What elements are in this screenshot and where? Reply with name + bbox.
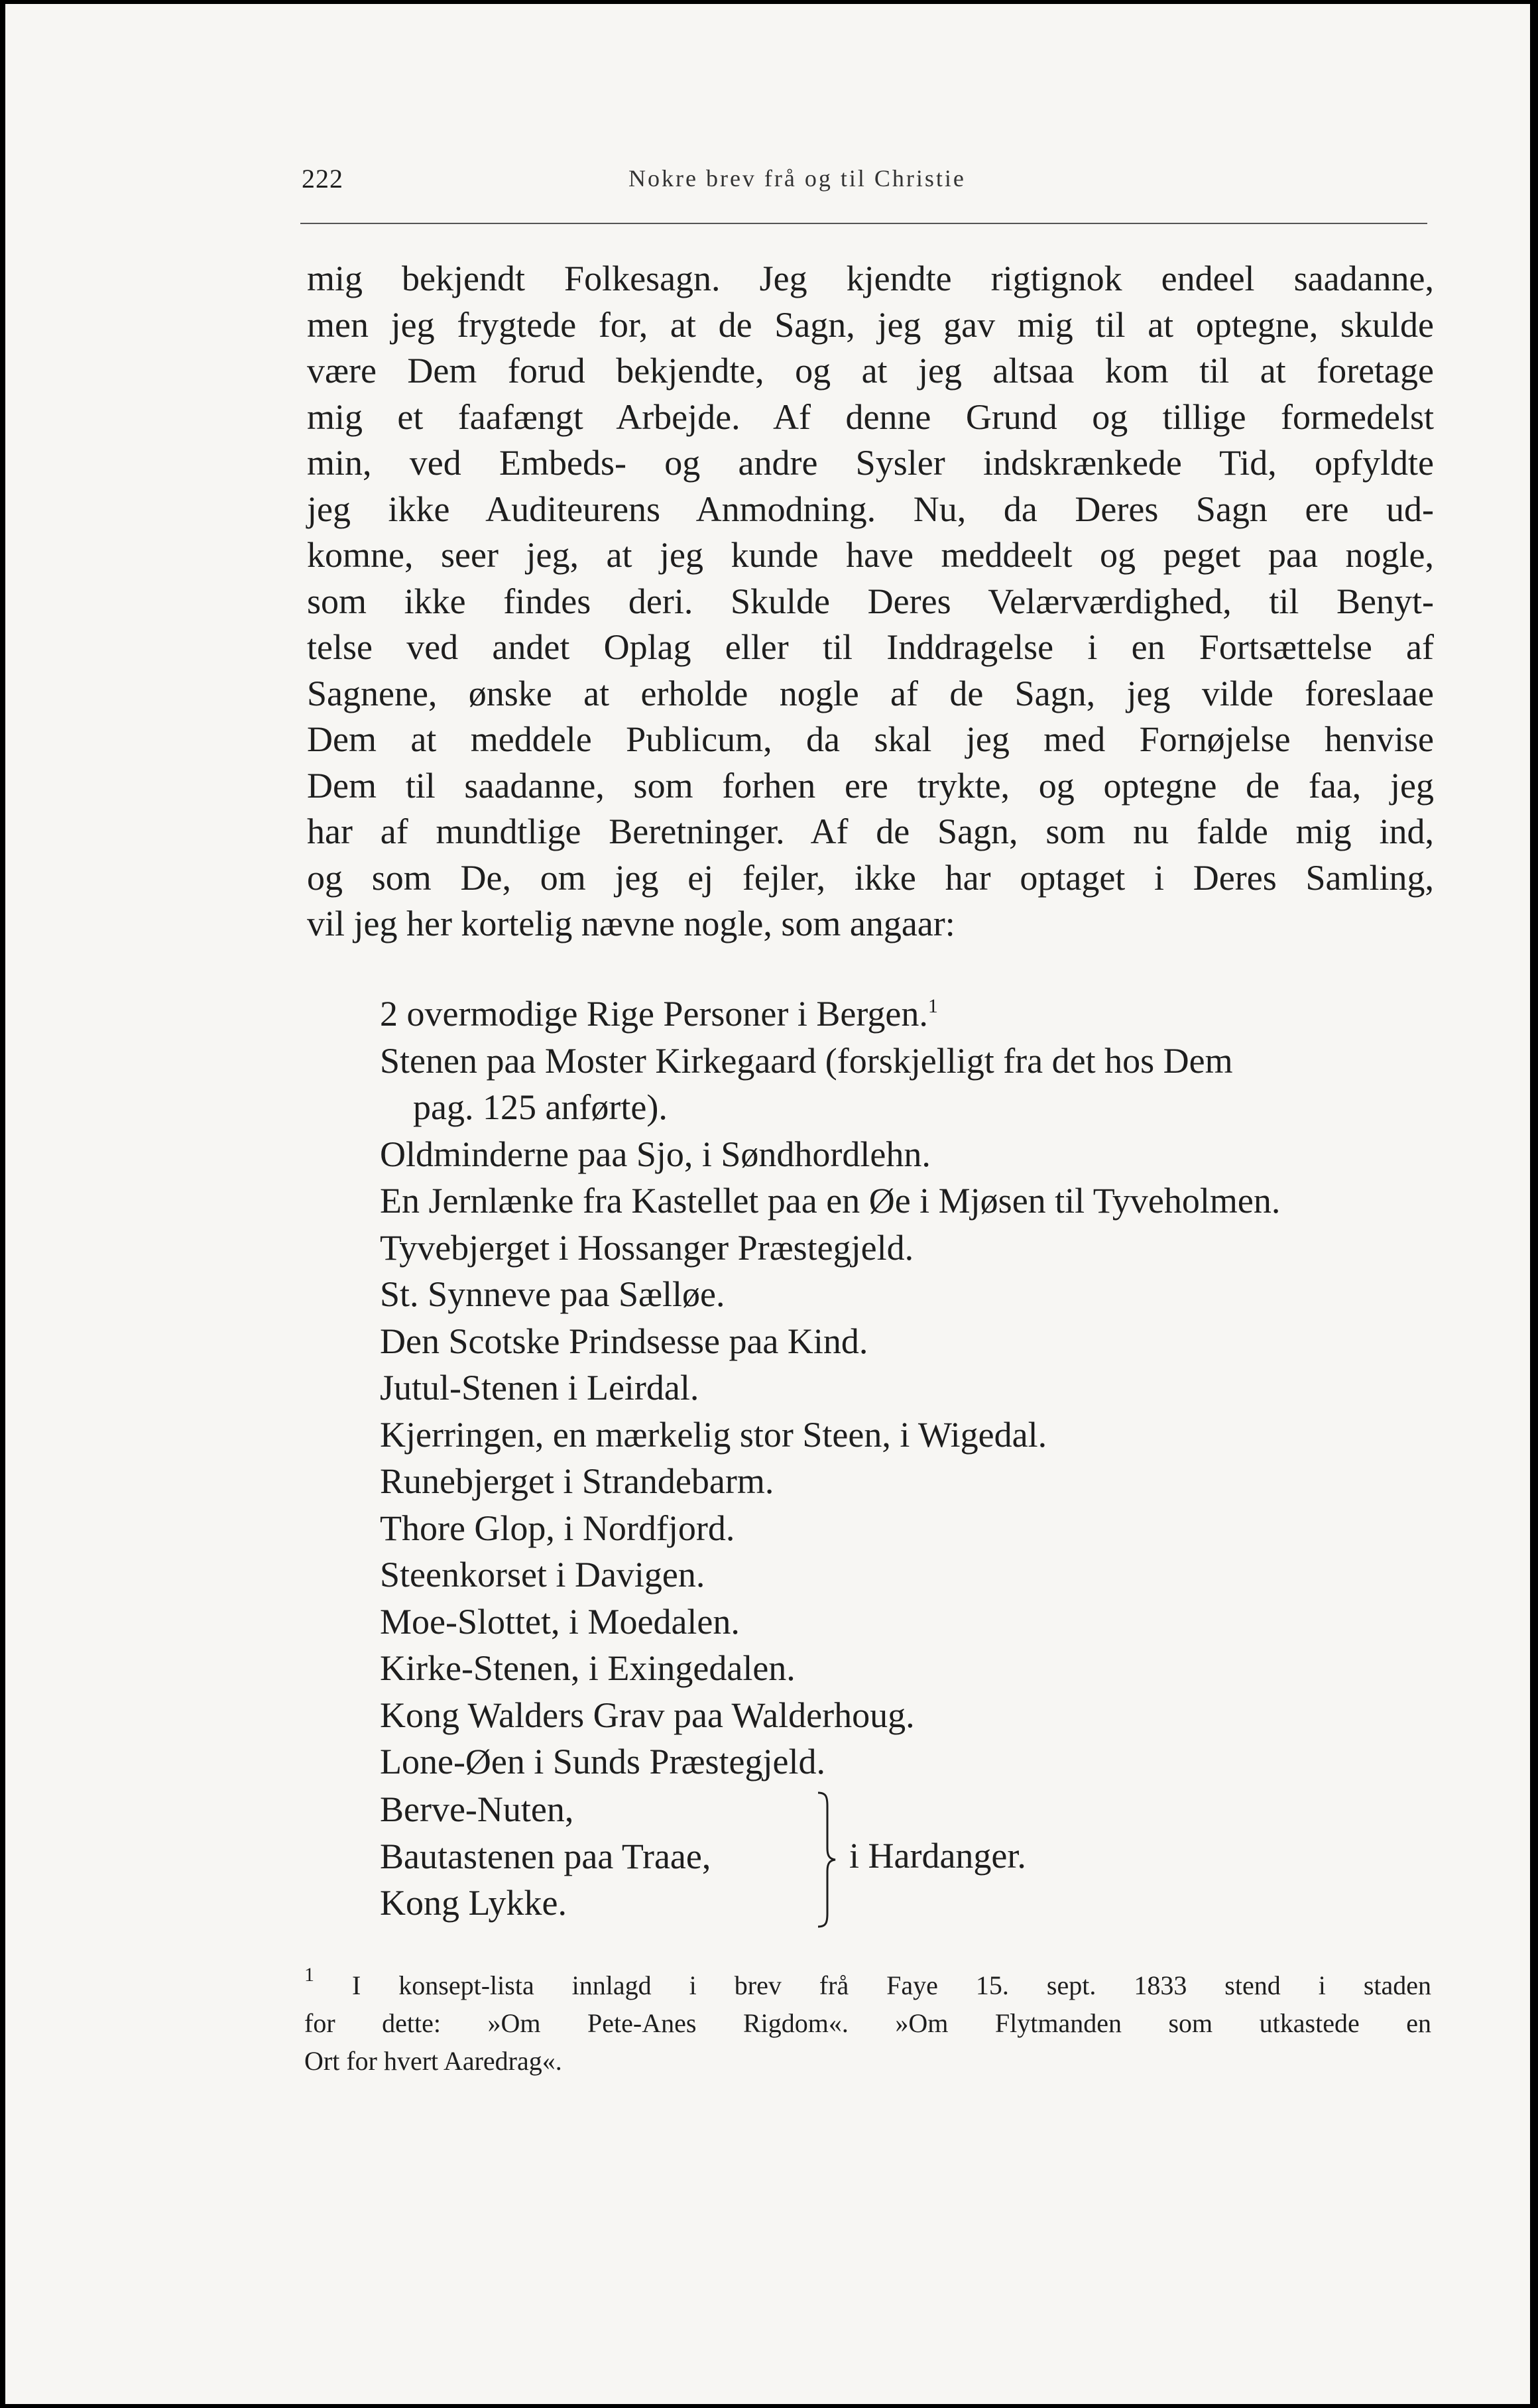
running-title: Nokre brev frå og til Christie — [628, 165, 966, 192]
header-rule — [300, 223, 1427, 224]
list-item: Runebjerget i Strandebarm. — [380, 1461, 774, 1501]
list-item: Lone-Øen i Sunds Præstegjeld. — [380, 1742, 825, 1781]
body-line: komne, seer jeg, at jeg kunde have meddeelt og peget paa nogle, — [307, 535, 1434, 575]
body-line: mig et faafængt Arbejde. Af denne Grund og tillige formedelst — [307, 396, 1434, 437]
list-item-text: 2 overmodige Rige Personer i Bergen. — [380, 994, 928, 1034]
list-item: Kjerringen, en mærkelig stor Steen, i Wigedal. — [380, 1414, 1047, 1455]
list-item: Jutul-Stenen i Leirdal. — [380, 1368, 699, 1408]
body-line: mig bekjendt Folkesagn. Jeg kjendte rigtignok endeel saadanne, — [307, 259, 1434, 298]
list-item: Tyvebjerget i Hossanger Præstegjeld. — [380, 1227, 914, 1268]
list-item: Steenkorset i Davigen. — [380, 1555, 705, 1595]
list-item: Kong Walders Grav paa Walderhoug. — [380, 1695, 915, 1735]
letter-body — [307, 256, 1434, 947]
body-line: Dem at meddele Publicum, da skal jeg med Fornøjelse henvise — [307, 719, 1434, 759]
footnote-text: I konsept-lista innlagd i brev frå Faye 15. sept. 1833 stend i staden — [351, 1970, 1432, 2000]
footnote — [304, 1966, 1431, 2080]
body-line: som ikke findes deri. Skulde Deres Velærværdighed, til Benyt- — [307, 581, 1434, 621]
body-line: og som De, om jeg ej fejler, ikke har optaget i Deres Samling, — [307, 857, 1434, 898]
list-item: St. Synneve paa Sælløe. — [380, 1274, 725, 1314]
footnote-line: for dette: »Om Pete-Anes Rigdom«. »Om Flytmanden som utkastede en — [304, 2008, 1431, 2038]
list-item-continuation: pag. 125 anførte). — [413, 1087, 668, 1127]
list-item: Den Scotske Prindsesse paa Kind. — [380, 1321, 868, 1361]
hardanger-group — [380, 1786, 1175, 1935]
list-item: Kong Lykke. — [380, 1883, 567, 1923]
book-page — [5, 4, 1530, 2404]
curly-brace-icon — [814, 1790, 841, 1929]
footnote-mark: 1 — [304, 1964, 314, 1986]
body-line: Dem til saadanne, som forhen ere trykte, og optegne de faa, jeg — [307, 765, 1434, 806]
body-line: være Dem forud bekjendte, og at jeg altsaa kom til at foretage — [307, 351, 1434, 391]
page-number: 222 — [302, 164, 343, 194]
body-line: min, ved Embeds- og andre Sysler indskrænkede Tid, opfyldte — [307, 443, 1434, 483]
footnote-line — [304, 1966, 1431, 2004]
list-item: Thore Glop, i Nordfjord. — [380, 1508, 735, 1548]
list-item: Berve-Nuten, — [380, 1789, 574, 1829]
list-item: Moe-Slottet, i Moedalen. — [380, 1601, 740, 1642]
list-item — [380, 991, 1280, 1038]
list-item: Stenen paa Moster Kirkegaard (forskjelligt fra det hos Dem — [380, 1040, 1233, 1081]
legend-list — [380, 991, 1280, 1785]
body-line: men jeg frygtede for, at de Sagn, jeg gav mig til at optegne, skulde — [307, 304, 1434, 345]
footnote-line: Ort for hvert Aaredrag«. — [304, 2046, 562, 2076]
body-line: Sagnene, ønske at erholde nogle af de Sagn, jeg vilde foreslaae — [307, 673, 1434, 713]
list-item: Kirke-Stenen, i Exingedalen. — [380, 1648, 796, 1688]
body-line: jeg ikke Auditeurens Anmodning. Nu, da Deres Sagn ere ud- — [307, 489, 1434, 529]
list-item: Oldminderne paa Sjo, i Søndhordlehn. — [380, 1134, 931, 1174]
body-line: har af mundtlige Beretninger. Af de Sagn, som nu falde mig ind, — [307, 812, 1434, 851]
list-item: Bautastenen paa Traae, — [380, 1836, 711, 1876]
body-line: vil jeg her kortelig nævne nogle, som angaar: — [307, 904, 955, 943]
body-line: telse ved andet Oplag eller til Inddragelse i en Fortsættelse af — [307, 627, 1434, 667]
list-item: En Jernlænke fra Kastellet paa en Øe i Mjøsen til Tyveholmen. — [380, 1181, 1281, 1221]
footnote-reference: 1 — [927, 995, 938, 1017]
group-label: i Hardanger. — [849, 1836, 1026, 1876]
